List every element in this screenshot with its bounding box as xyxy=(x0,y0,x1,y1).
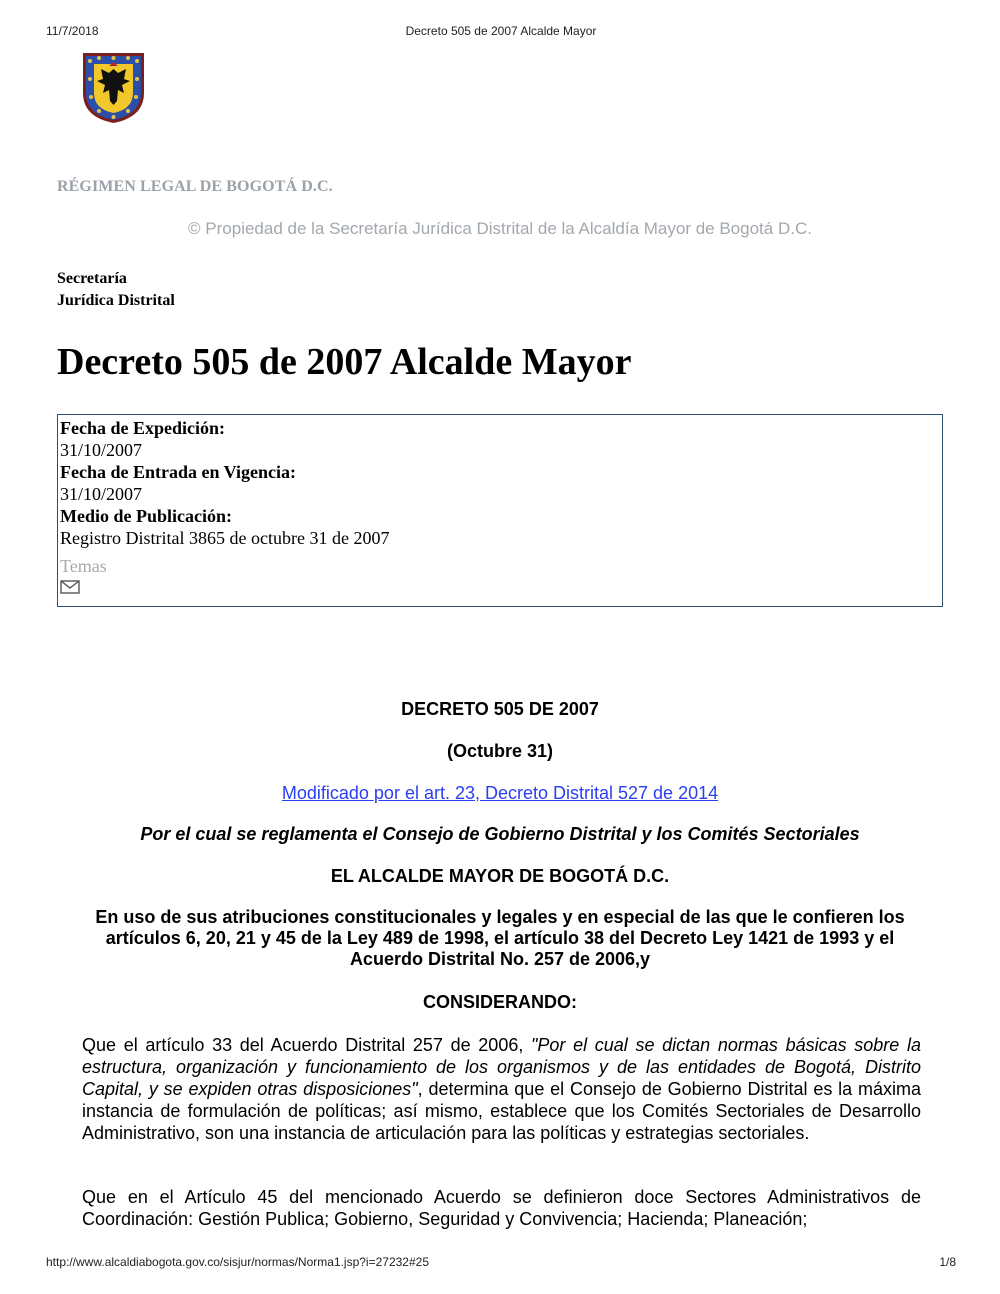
secretaria-label xyxy=(57,268,175,312)
decreto-date: (Octubre 31) xyxy=(446,741,554,761)
alcalde-heading: EL ALCALDE MAYOR DE BOGOTÁ D.C. xyxy=(330,866,670,886)
fecha-vigencia-label: Fecha de Entrada en Vigencia: xyxy=(60,462,296,482)
secretaria-line-1: Secretaría xyxy=(57,270,127,287)
considerando-paragraph-2: Que en el Artículo 45 del mencionado Acuerdo se definieron doce Sectores Administrativos de Coordinación: Gestión Publica; Gobierno, Seguridad y Convivencia; Hacienda; Planeación; xyxy=(82,1187,921,1229)
para1-start: Que el artículo 33 del Acuerdo Distrital 257 de 2006, xyxy=(82,1035,532,1055)
temas-link[interactable]: Temas xyxy=(60,556,107,576)
envelope-icon[interactable] xyxy=(60,579,80,595)
regimen-legal-heading: RÉGIMEN LEGAL DE BOGOTÁ D.C. xyxy=(57,178,333,195)
print-title: Decreto 505 de 2007 Alcalde Mayor xyxy=(405,24,597,38)
coat-of-arms-icon xyxy=(79,49,148,125)
secretaria-line-2: Jurídica Distrital xyxy=(57,292,175,309)
medio-publicacion-value: Registro Distrital 3865 de octubre 31 de 2007 xyxy=(60,528,390,548)
considerando-heading: CONSIDERANDO: xyxy=(422,992,577,1012)
print-footer xyxy=(46,1255,956,1271)
modificado-line xyxy=(0,783,1000,804)
medio-publicacion-label: Medio de Publicación: xyxy=(60,506,232,526)
page-title: Decreto 505 de 2007 Alcalde Mayor xyxy=(57,341,632,383)
modificado-link[interactable]: Modificado por el art. 23, Decreto Distrital 527 de 2014 xyxy=(281,783,719,803)
propiedad-notice: © Propiedad de la Secretaría Jurídica Distrital de la Alcaldía Mayor de Bogotá D.C. xyxy=(188,219,812,238)
para1-end: , determina que el Consejo de Gobierno Distrital es la máxima instancia de formulación de políticas; así mismo, establece que los Comités Sectoriales de Desarrollo Administrativo, son una instancia de articulación para las políticas y estrategias sectoriales. xyxy=(82,1079,921,1143)
fecha-vigencia-value: 31/10/2007 xyxy=(60,484,143,504)
atribuciones-paragraph: En uso de sus atribuciones constitucionales y legales y en especial de las que le confieren los artículos 6, 20, 21 y 45 de la Ley 489 de 1998, el artículo 38 del Decreto Ley 1421 de 1993 y el Acuerdo Distrital No. 257 de 2006,y xyxy=(95,907,905,969)
decreto-subject: Por el cual se reglamenta el Consejo de Gobierno Distrital y los Comités Sectoriales xyxy=(140,824,860,844)
fecha-expedicion-value: 31/10/2007 xyxy=(60,440,143,460)
print-header xyxy=(46,24,956,40)
fecha-expedicion-label: Fecha de Expedición: xyxy=(60,418,225,438)
print-url: http://www.alcaldiabogota.gov.co/sisjur/normas/Norma1.jsp?i=27232#25 xyxy=(46,1255,429,1269)
document-info-box xyxy=(57,414,943,607)
print-page-number: 1/8 xyxy=(939,1255,956,1269)
decreto-number-heading: DECRETO 505 DE 2007 xyxy=(401,699,599,719)
para1-quote: "Por el cual se dictan normas básicas sobre la estructura, organización y funcionamiento de los organismos y de las entidades de Bogotá, Distrito Capital, y se expiden otras disposiciones" xyxy=(82,1035,921,1099)
print-date: 11/7/2018 xyxy=(46,24,99,38)
considerando-paragraph-1 xyxy=(82,1034,921,1144)
